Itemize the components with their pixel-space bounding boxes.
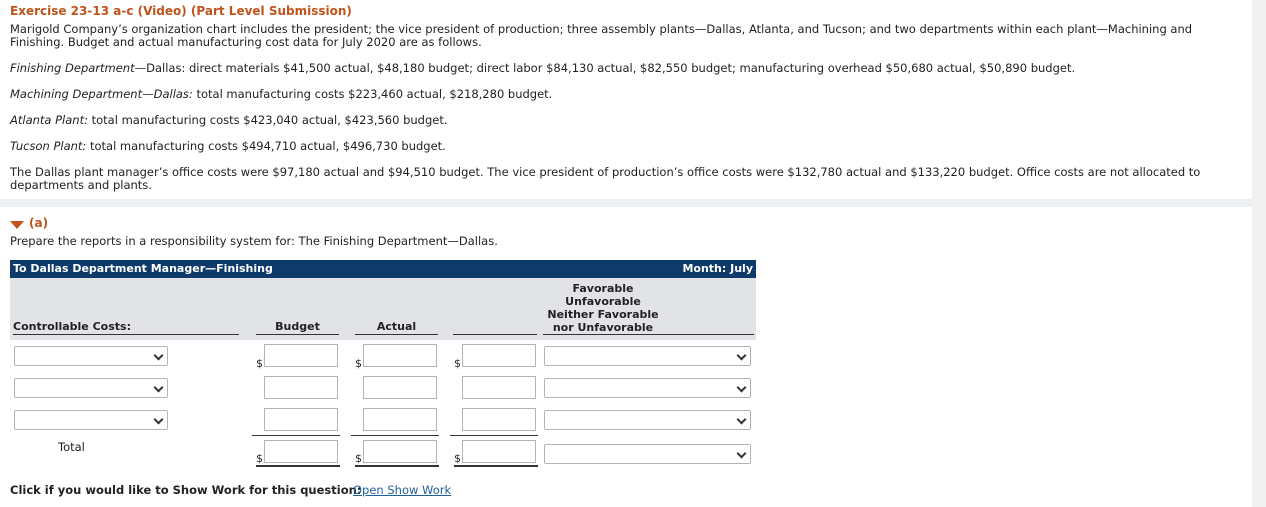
total-budget-input[interactable] <box>264 440 338 463</box>
total-difference-input[interactable] <box>462 440 536 463</box>
budget-input[interactable] <box>264 376 338 399</box>
budget-total-rule <box>256 465 340 467</box>
favorability-select[interactable] <box>544 346 751 366</box>
actual-header: Actual <box>376 320 417 333</box>
finishing-data <box>10 62 1235 75</box>
chevron-down-icon <box>737 351 747 361</box>
difference-header-rule <box>453 334 537 335</box>
dollar-sign: $ <box>355 452 362 465</box>
difference-input[interactable] <box>462 344 536 367</box>
chevron-down-icon <box>737 383 747 393</box>
dollar-sign: $ <box>256 357 263 370</box>
total-actual-input[interactable] <box>363 440 437 463</box>
actual-input[interactable] <box>363 376 437 399</box>
machining-text: total manufacturing costs $223,460 actual, $218,280 budget. <box>192 87 553 101</box>
actual-header-rule <box>355 334 438 335</box>
report-month: Month: July <box>682 262 753 275</box>
actual-input[interactable] <box>363 408 437 431</box>
exercise-title: Exercise 23-13 a-c (Video) (Part Level Submission) <box>10 4 352 18</box>
fav-header-line-1: Favorable <box>572 282 634 295</box>
favorability-select[interactable] <box>544 410 751 430</box>
cost-item-select[interactable] <box>14 378 168 398</box>
collapse-triangle-icon[interactable] <box>10 221 24 229</box>
total-label: Total <box>58 440 85 454</box>
difference-input[interactable] <box>462 408 536 431</box>
show-work-prompt: Click if you would like to Show Work for this question: <box>10 483 362 497</box>
part-a-instruction: Prepare the reports in a responsibility system for: The Finishing Department—Dallas. <box>10 234 498 248</box>
difference-sum-rule <box>450 435 538 436</box>
costs-header-rule <box>13 334 239 335</box>
chevron-down-icon <box>154 383 164 393</box>
atlanta-data <box>10 114 1235 127</box>
part-a-label[interactable]: (a) <box>29 216 49 230</box>
budget-input[interactable] <box>264 408 338 431</box>
atlanta-text: total manufacturing costs $423,040 actual, $423,560 budget. <box>87 113 448 127</box>
actual-input[interactable] <box>363 344 437 367</box>
tucson-label: Tucson Plant: <box>10 139 87 153</box>
problem-card <box>0 0 1250 199</box>
chevron-down-icon <box>737 415 747 425</box>
page-scroll-gutter <box>1252 0 1266 507</box>
dollar-sign: $ <box>256 452 263 465</box>
dollar-sign: $ <box>454 357 461 370</box>
budget-header-rule <box>256 334 339 335</box>
fav-header-line-4: nor Unfavorable <box>552 321 654 334</box>
fav-header-line-2: Unfavorable <box>565 295 641 308</box>
dollar-sign: $ <box>355 357 362 370</box>
difference-total-rule <box>454 465 538 467</box>
fav-header-line-3: Neither Favorable <box>547 308 659 321</box>
chevron-down-icon <box>154 351 164 361</box>
machining-label: Machining Department—Dallas: <box>10 87 193 101</box>
report-header <box>10 260 756 278</box>
tucson-text: total manufacturing costs $494,710 actual, $496,730 budget. <box>86 139 446 153</box>
finishing-label: Finishing Department— <box>10 61 147 75</box>
favorability-select[interactable] <box>544 378 751 398</box>
report-header-title: To Dallas Department Manager—Finishing <box>13 262 273 275</box>
office-costs-paragraph: The Dallas plant manager’s office costs were $97,180 actual and $94,510 budget. The vice president of production’s office costs were $132,780 actual and $133,220 budget. Office costs are not allocated to departments and plants. <box>10 165 1201 192</box>
dollar-sign: $ <box>454 452 461 465</box>
chevron-down-icon <box>154 415 164 425</box>
part-a-card <box>0 207 1250 507</box>
machining-data <box>10 88 1235 101</box>
favorability-header <box>543 282 663 334</box>
controllable-costs-header: Controllable Costs: <box>13 320 131 333</box>
budget-sum-rule <box>252 435 340 436</box>
actual-sum-rule <box>351 435 439 436</box>
cost-item-select[interactable] <box>14 410 168 430</box>
difference-input[interactable] <box>462 376 536 399</box>
atlanta-label: Atlanta Plant: <box>10 113 88 127</box>
budget-input[interactable] <box>264 344 338 367</box>
chevron-down-icon <box>737 449 747 459</box>
section-separator <box>0 199 1252 207</box>
finishing-text: Dallas: direct materials $41,500 actual, $48,180 budget; direct labor $84,130 actual, $82,550 budget; manufacturing overhead $50,680 actual, $50,890 budget. <box>146 61 1076 75</box>
cost-item-select[interactable] <box>14 346 168 366</box>
actual-total-rule <box>355 465 439 467</box>
total-favorability-select[interactable] <box>544 444 751 464</box>
budget-header: Budget <box>275 320 320 333</box>
intro-paragraph: Marigold Company’s organization chart includes the president; the vice president of production; three assembly plants—Dallas, Atlanta, and Tucson; and two departments within each plant—Machining and Finishing. Budget and actual manufacturing cost data for July 2020 are as follows. <box>10 22 1193 49</box>
open-show-work-link[interactable]: Open Show Work <box>353 483 452 497</box>
tucson-data <box>10 140 1235 153</box>
favorability-header-rule <box>543 334 754 335</box>
